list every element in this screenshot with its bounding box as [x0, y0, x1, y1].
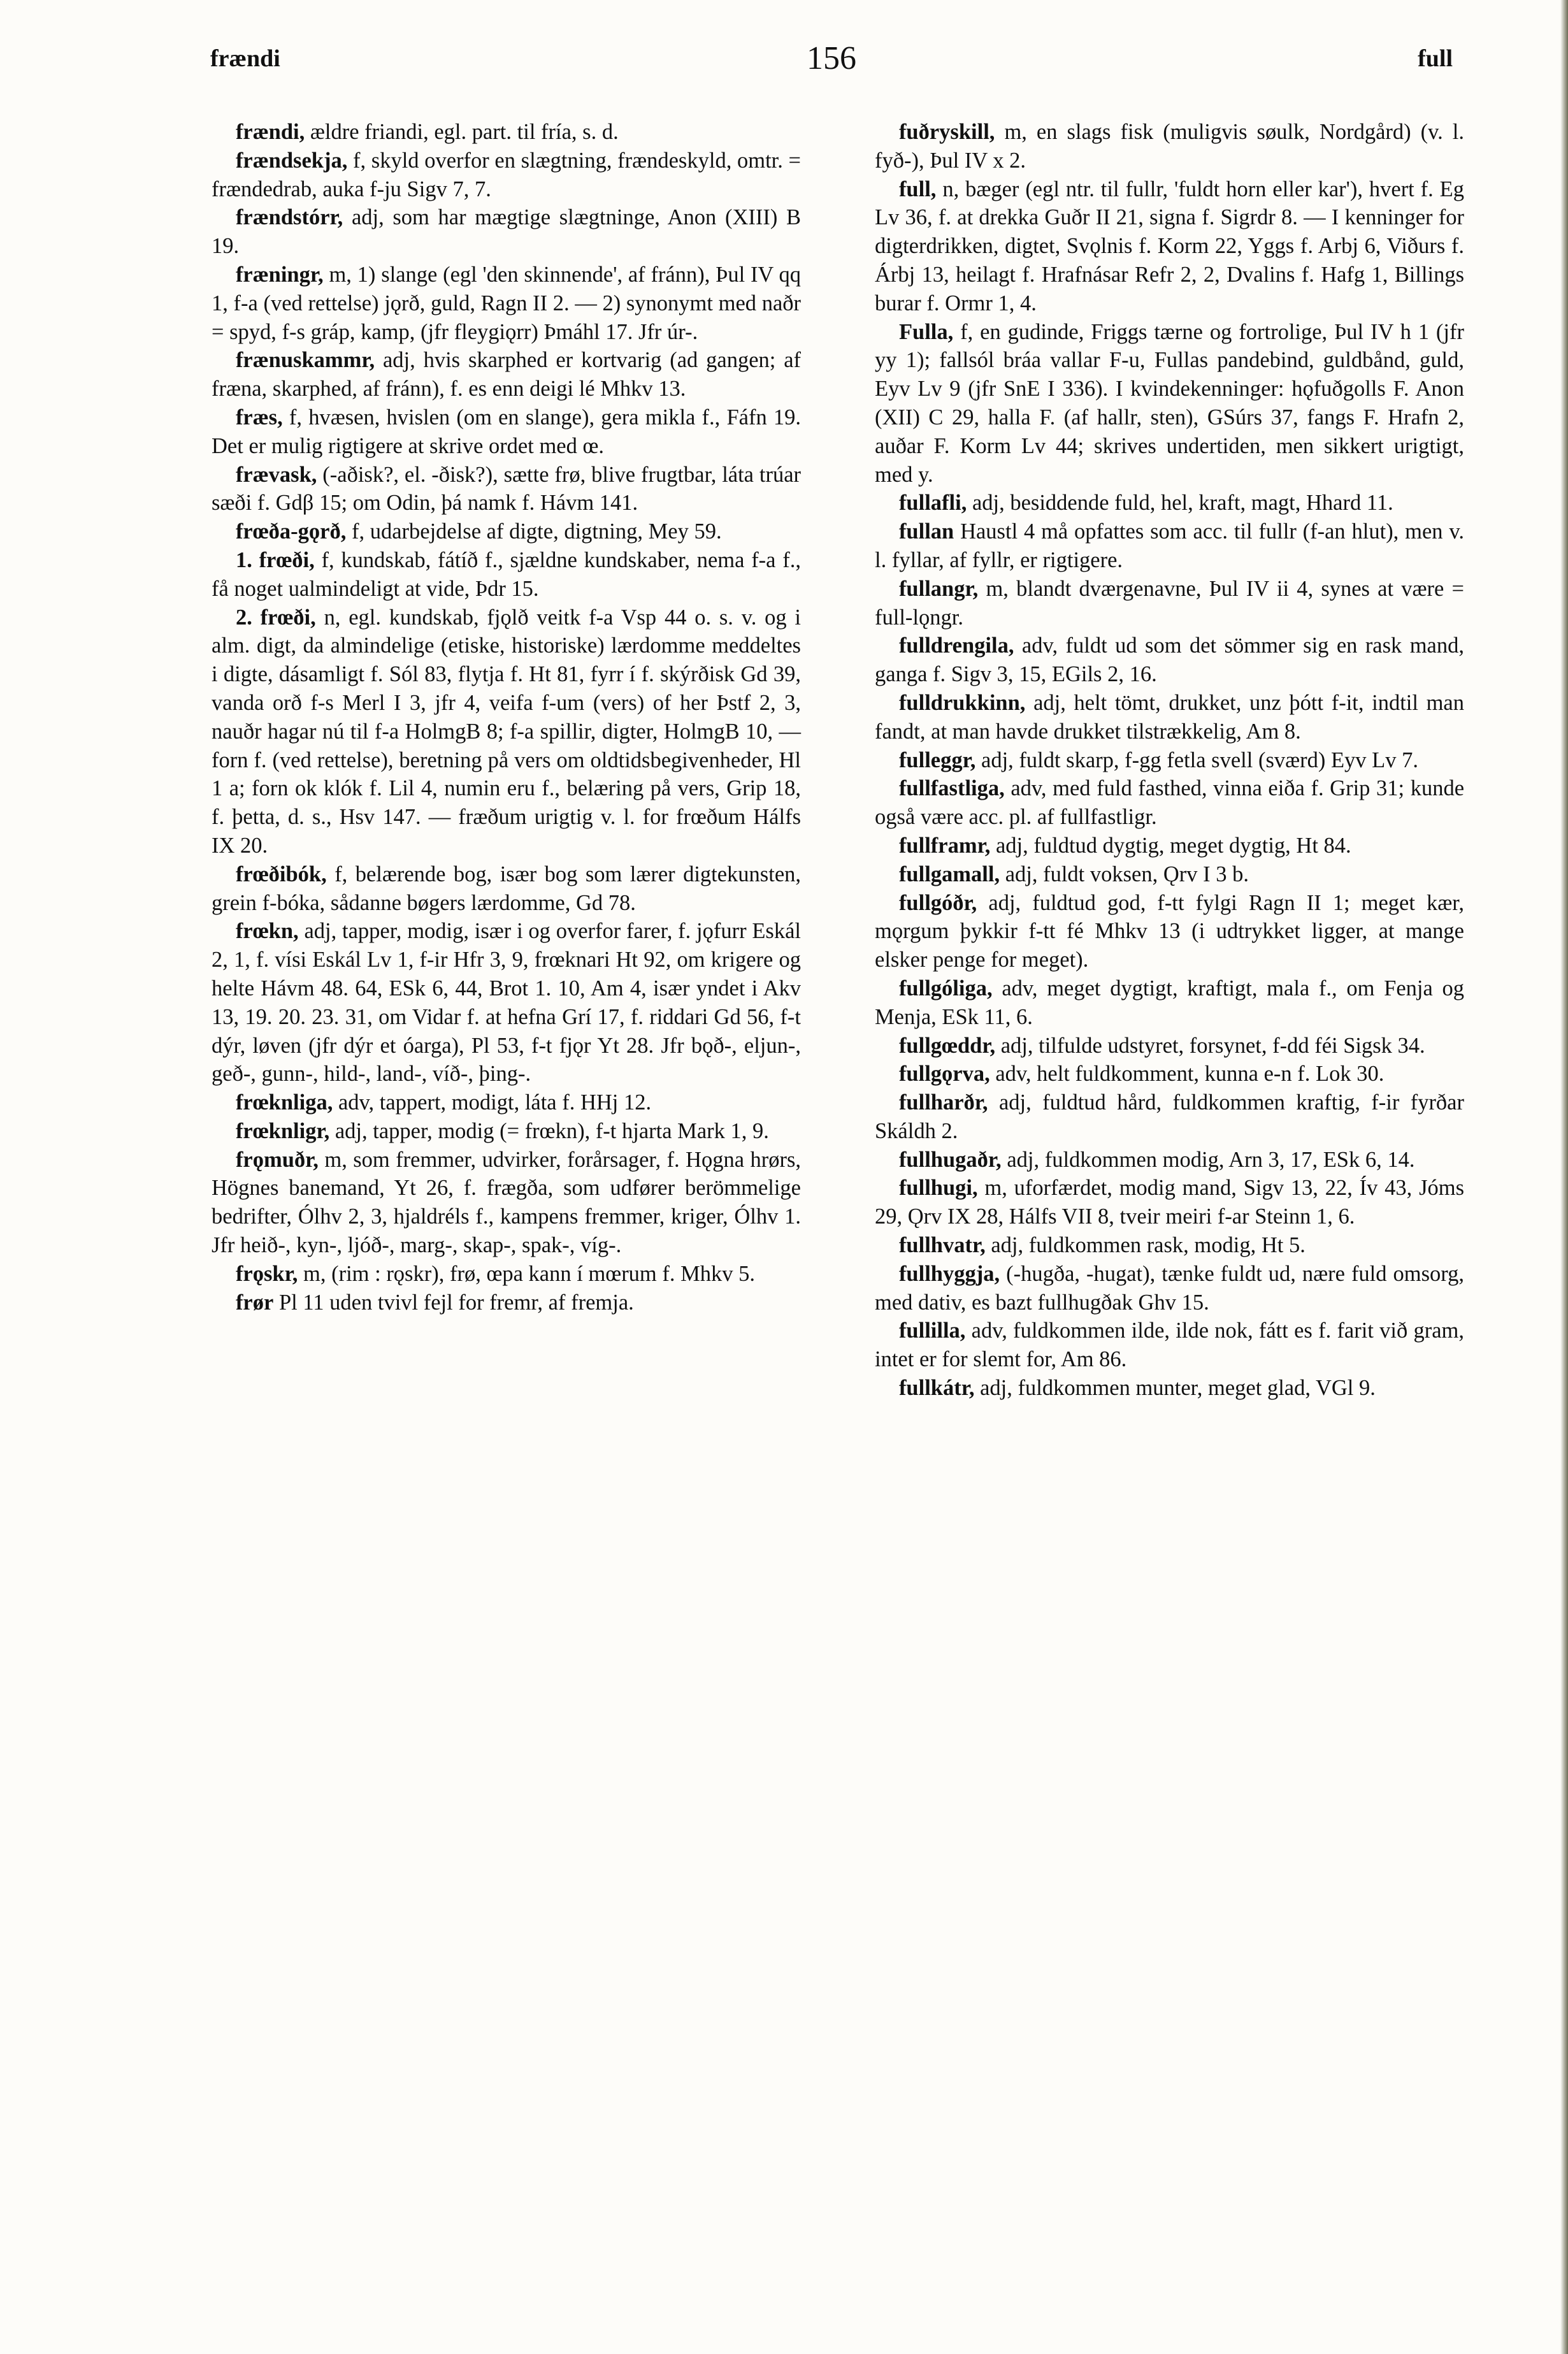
dictionary-entry: [212, 517, 801, 546]
entry-definition: m, som fremmer, udvirker, forårsager, f. Hǫgna hrørs, Högnes banemand, Yt 26, f. frægða, som udfører berömmelige bedrifter, Ólhv 2, 3, hjaldréls f., kampens fremmer, kriger, Ólhv 1. Jfr heið-, kyn-, ljóð-, marg-, skap-, spak-, víg-.: [212, 1147, 802, 1258]
left-column: [212, 118, 801, 1317]
page-number: 156: [807, 40, 856, 76]
entry-headword: frændstórr,: [235, 205, 343, 230]
dictionary-entry: [212, 403, 801, 461]
entry-definition: adj, fuldt voksen, Ǫrv I 3 b.: [1005, 862, 1249, 886]
entry-headword: fullhvatr,: [898, 1233, 986, 1258]
entry-headword: fullhyggja,: [898, 1261, 1000, 1286]
entry-definition: f, udarbejdelse af digte, digtning, Mey 59.: [351, 519, 722, 544]
dictionary-entry: [875, 632, 1464, 689]
entry-headword: frœknliga,: [235, 1090, 333, 1115]
entry-headword: frændsekja,: [235, 148, 348, 173]
entry-definition: n, egl. kundskab, fjǫlð veitk f-a Vsp 44 o. s. v. og i alm. digt, da almindelige (etiske, historiske) lærdomme meddeltes i digte, dásamligt f. Sól 83, flytja f. Ht 81, fyrr í f. skýrðisk Gd 39, vanda orð f-s Merl I 3, jfr 4, veifa f-um (vers) of her Þstf 2, 3, nauðr hagar nú til f-a HolmgB 8; f-a spillir, digter, HolmgB 10, — forn f. (ved rettelse), beretning på vers om oldtidsbegivenheder, Hl 1 a; forn ok klók f. Lil 4, numin eru f., belæring på vers, Grip 18, f. þetta, d. s., Hsv 147. — fræðum urigtig v. l. for frœðum Hálfs IX 20.: [212, 605, 801, 858]
dictionary-entry: [212, 118, 801, 147]
dictionary-entry: [212, 461, 801, 518]
dictionary-entry: [875, 1146, 1464, 1174]
dictionary-entry: [212, 860, 801, 918]
entry-headword: fullgœddr,: [898, 1033, 996, 1058]
entry-definition: adj, fuldkommen rask, modig, Ht 5.: [991, 1233, 1305, 1258]
dictionary-entry: [875, 746, 1464, 775]
dictionary-entry: [212, 203, 801, 261]
entry-definition: adj, hvis skarphed er kortvarig (ad gangen; af fræna, skarphed, af fránn), f. es enn deigi lé Mhkv 13.: [212, 348, 801, 401]
entry-definition: adj, fuldtud god, f-tt fylgi Ragn II 1; meget kær, mǫrgum þykkir f-tt fé Mhkv 13 (i udtrykket ligger, at mange elsker penge for meget).: [875, 890, 1465, 972]
right-column: [875, 118, 1464, 1403]
dictionary-entry: [212, 1146, 801, 1260]
entry-headword: frændi,: [235, 120, 305, 144]
running-header: [210, 40, 1453, 89]
entry-headword: full,: [898, 177, 937, 201]
dictionary-entry: [212, 546, 801, 603]
dictionary-entry: [875, 1060, 1464, 1088]
entry-headword: fullafli,: [898, 491, 967, 516]
dictionary-entry: [875, 1032, 1464, 1060]
entry-definition: m, 1) slange (egl 'den skinnende', af fránn), Þul IV qq 1, f-a (ved rettelse) jǫrð, guld, Ragn II 2. — 2) synonymt med naðr = spyd, f-s gráp, kamp, (jfr fleygiǫrr) Þmáhl 17. Jfr úr-.: [212, 262, 802, 344]
entry-headword: Fulla,: [898, 319, 954, 344]
header-right-guideword: full: [1418, 45, 1453, 72]
entry-headword: fullharðr,: [898, 1090, 988, 1115]
entry-definition: f, kundskab, fátíð f., sjældne kundskaber, nema f-a f., få noget ualmindeligt at vide, Þdr 15.: [212, 547, 801, 601]
dictionary-entry: [875, 774, 1464, 832]
dictionary-entry: [212, 603, 801, 860]
entry-headword: frœðibók,: [235, 862, 327, 886]
entry-headword: fullframr,: [898, 833, 991, 858]
entry-definition: adj, besiddende fuld, hel, kraft, magt, Hhard 11.: [972, 491, 1393, 516]
dictionary-entry: [875, 575, 1464, 632]
entry-definition: m, en slags fisk (muligvis søulk, Nordgård) (v. l. fyð-), Þul IV x 2.: [875, 120, 1464, 173]
dictionary-entry: [875, 1231, 1464, 1260]
dictionary-entry: [212, 261, 801, 346]
dictionary-entry: [212, 346, 801, 403]
entry-headword: fulldrengila,: [898, 633, 1014, 658]
dictionary-entry: [212, 1289, 801, 1317]
entry-headword: fullan: [898, 519, 954, 544]
dictionary-entry: [875, 832, 1464, 860]
entry-headword: frævask,: [235, 462, 317, 487]
entry-definition: f, skyld overfor en slægtning, frændeskyld, omtr. = frændedrab, auka f-ju Sigv 7, 7.: [212, 148, 801, 201]
entry-headword: fulleggr,: [898, 747, 976, 772]
entry-definition: adj, fuldtud dygtig, meget dygtig, Ht 84.: [995, 833, 1351, 858]
entry-headword: fullhugaðr,: [898, 1147, 1002, 1172]
dictionary-entry: [875, 118, 1464, 175]
dictionary-entry: [875, 489, 1464, 517]
entry-definition: adv, fuldt ud som det sömmer sig en rask mand, ganga f. Sigv 3, 15, EGils 2, 16.: [875, 633, 1464, 687]
entry-definition: adv, fuldkommen ilde, ilde nok, fátt es f. farit við gram, intet er for slemt for, Am 86.: [875, 1318, 1464, 1372]
dictionary-entry: [212, 147, 801, 204]
entry-definition: adv, med fuld fasthed, vinna eiða f. Grip 31; kunde også være acc. pl. af fullfastligr.: [875, 776, 1465, 830]
dictionary-entry: [212, 1088, 801, 1117]
page-edge: [1560, 0, 1568, 2354]
entry-headword: frør: [235, 1290, 274, 1315]
dictionary-entry: [875, 1260, 1464, 1317]
dictionary-entry: [875, 860, 1464, 889]
dictionary-entry: [875, 1374, 1464, 1403]
dictionary-entry: [212, 1117, 801, 1146]
entry-definition: (-hugða, -hugat), tænke fuldt ud, nære fuld omsorg, med dativ, es bazt fullhugðak Ghv 15.: [875, 1261, 1465, 1315]
dictionary-entry: [875, 517, 1464, 575]
entry-definition: ældre friandi, egl. part. til fría, s. d.: [310, 120, 619, 144]
entry-headword: frœknligr,: [235, 1118, 330, 1143]
entry-headword: 1. frœði,: [235, 547, 315, 572]
dictionary-entry: [875, 889, 1464, 974]
entry-headword: fulldrukkinn,: [898, 690, 1026, 715]
entry-definition: adj, fuldkommen munter, meget glad, VGl 9.: [980, 1376, 1376, 1401]
entry-definition: adj, tilfulde udstyret, forsynet, f-dd féi Sigsk 34.: [1000, 1033, 1425, 1058]
dictionary-entry: [212, 1260, 801, 1289]
entry-headword: fullgóðr,: [898, 890, 977, 915]
entry-definition: adv, tappert, modigt, láta f. HHj 12.: [338, 1090, 652, 1115]
dictionary-entry: [875, 1317, 1464, 1374]
entry-definition: adj, som har mægtige slægtninge, Anon (XIII) B 19.: [212, 205, 802, 259]
dictionary-entry: [875, 689, 1464, 746]
entry-definition: adv, helt fuldkomment, kunna e-n f. Lok 30.: [995, 1062, 1385, 1087]
entry-headword: fræs,: [235, 405, 283, 430]
header-left-guideword: frændi: [210, 45, 280, 72]
entry-definition: (-aðisk?, el. -ðisk?), sætte frø, blive frugtbar, láta trúar sæði f. Gdβ 15; om Odin, þá namk f. Hávm 141.: [212, 462, 801, 516]
entry-definition: m, (rim : rǫskr), frø, œpa kann í mœrum f. Mhkv 5.: [303, 1261, 756, 1286]
entry-definition: f, en gudinde, Friggs tærne og fortrolige, Þul IV h 1 (jfr yy 1); fallsól bráa vallar F-u, Fullas pandebind, guldbånd, guld, Eyv Lv 9 (jfr SnE I 336). I kvindekenninger: hǫfuðgolls F. Anon (XII) C 29, halla F. (af hallr, sten), GSúrs 37, fangs F. Hrafn 2, auðar F. Korm Lv 44; skrives undertiden, men sikkert urigtigt, med y.: [875, 319, 1464, 487]
entry-definition: f, belærende bog, især bog som lærer digtekunsten, grein f-bóka, sådanne bøgers lærdomme, Gd 78.: [212, 862, 802, 915]
entry-definition: adj, tapper, modig (= frœkn), f-t hjarta Mark 1, 9.: [334, 1118, 769, 1143]
entry-definition: adj, helt tömt, drukket, unz þótt f-it, indtil man fandt, at man havde drukket tilstrækkelig, Am 8.: [875, 690, 1464, 744]
entry-definition: Haustl 4 må opfattes som acc. til fullr (f-an hlut), men v. l. fyllar, af fyllr, er rigtigere.: [875, 519, 1465, 572]
entry-headword: fullgóliga,: [898, 976, 993, 1000]
entry-headword: fuðryskill,: [898, 120, 995, 144]
entry-headword: fullilla,: [898, 1318, 966, 1343]
entry-headword: fullgamall,: [898, 862, 1000, 886]
entry-headword: frǫmuðr,: [235, 1147, 319, 1172]
entry-definition: adj, tapper, modig, især i og overfor farer, f. jǫfurr Eskál 2, 1, f. vísi Eskál Lv 1, f-ir Hfr 3, 9, frœknari Ht 92, om krigere og helte Hávm 48. 64, ESk 6, 44, Brot 1. 10, Am 4, især yndet i Akv 13, 19. 20. 23. 31, om Vidar f. at hefna Grí 17, f. riddari Gd 56, f-t dýr, løven (jfr dýr et óarga), Pl 53, f-t fjǫr Yt 28. Jfr bǫð-, eljun-, geð-, gunn-, hild-, land-, víð-, þing-.: [212, 919, 801, 1087]
entry-headword: frœkn,: [235, 919, 299, 944]
entry-definition: adj, fuldkommen modig, Arn 3, 17, ESk 6, 14.: [1007, 1147, 1415, 1172]
entry-headword: fullangr,: [898, 576, 979, 601]
entry-headword: fullfastliga,: [898, 776, 1005, 801]
entry-headword: 2. frœði,: [235, 605, 316, 630]
entry-definition: f, hvæsen, hvislen (om en slange), gera mikla f., Fáfn 19. Det er mulig rigtigere at skrive ordet med œ.: [212, 405, 802, 458]
dictionary-entry: [212, 917, 801, 1088]
entry-headword: frǫskr,: [235, 1261, 298, 1286]
entry-definition: adv, meget dygtigt, kraftigt, mala f., om Fenja og Menja, ESk 11, 6.: [875, 976, 1465, 1029]
dictionary-entry: [875, 1088, 1464, 1146]
entry-headword: fullhugi,: [898, 1176, 978, 1201]
dictionary-entry: [875, 175, 1464, 318]
entry-headword: frœða-gǫrð,: [235, 519, 347, 544]
entry-definition: Pl 11 uden tvivl fejl for fremr, af fremja.: [278, 1290, 634, 1315]
entry-headword: fullkátr,: [898, 1376, 975, 1401]
entry-definition: adj, fuldtud hård, fuldkommen kraftig, f-ir fyrðar Skáldh 2.: [875, 1090, 1464, 1143]
entry-headword: frænuskammr,: [235, 348, 375, 373]
entry-headword: fræningr,: [235, 262, 324, 287]
dictionary-entry: [875, 974, 1464, 1032]
entry-definition: m, uforfærdet, modig mand, Sigv 13, 22, Ív 43, Jóms 29, Ǫrv IX 28, Hálfs VII 8, tveir meiri f-ar Steinn 1, 6.: [875, 1176, 1465, 1229]
dictionary-entry: [875, 318, 1464, 489]
entry-definition: adj, fuldt skarp, f-gg fetla svell (sværd) Eyv Lv 7.: [981, 747, 1419, 772]
entry-headword: fullgǫrva,: [898, 1062, 990, 1087]
entry-definition: n, bæger (egl ntr. til fullr, 'fuldt horn eller kar'), hvert f. Eg Lv 36, f. at drekka Guðr II 21, signa f. Sigrdr 8. — I kenninger for digterdrikken, digtet, Svǫlnis f. Korm 22, Yggs f. Arbj 6, Viðurs f. Árbj 13, heilagt f. Hrafnásar Refr 2, 2, Dvalins f. Hafg 1, Billings burar f. Ormr 1, 4.: [875, 177, 1465, 315]
entry-definition: m, blandt dværgenavne, Þul IV ii 4, synes at være = full-lǫngr.: [875, 576, 1464, 630]
dictionary-entry: [875, 1174, 1464, 1231]
